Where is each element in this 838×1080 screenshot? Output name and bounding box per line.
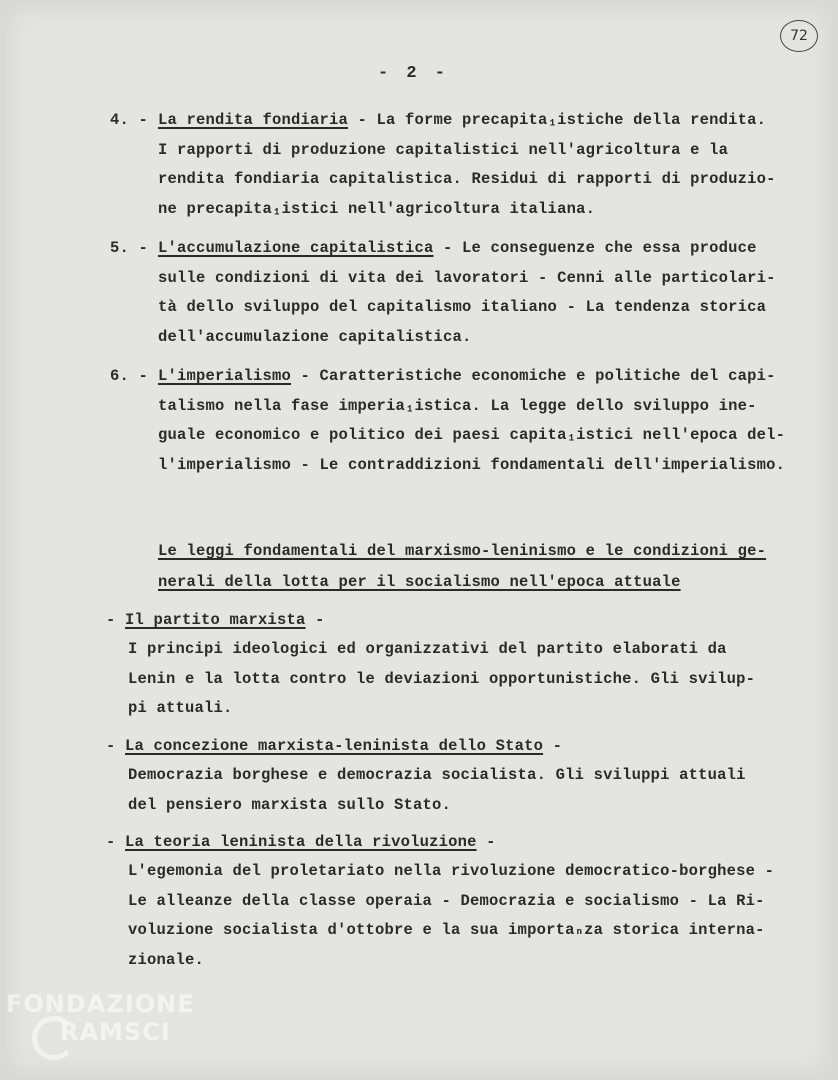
item-number: 6. -	[110, 367, 149, 385]
subitem-1-body	[128, 635, 755, 724]
subitem-2-body	[128, 761, 746, 820]
subitem-line: Democrazia borghese e democrazia socialista. Gli sviluppi attuali	[128, 766, 746, 784]
item-line: - Caratteristiche economiche e politiche del capi-	[291, 367, 776, 385]
item-title: L'accumulazione capitalistica	[158, 239, 434, 257]
subitem-line: zionale.	[128, 950, 205, 969]
subitem-line: Le alleanze della classe operaia - Democrazia e socialismo - La Ri-	[128, 891, 765, 910]
subitem-2	[106, 732, 562, 762]
item-4-text	[158, 106, 776, 224]
item-line: guale economico e politico dei paesi capita₁istici nell'epoca del-	[158, 426, 786, 444]
item-line: - Le conseguenze che essa produce	[433, 239, 757, 257]
subitem-line: pi attuali.	[128, 699, 233, 717]
item-line: l'imperialismo - Le contraddizioni fondamentali dell'imperialismo.	[158, 455, 786, 474]
subitem-line: voluzione socialista d'ottobre e la sua importaₙza storica interna-	[128, 921, 765, 939]
watermark-line2: RAMSCI	[60, 1018, 171, 1046]
item-line: - La forme precapita₁istiche della rendita.	[348, 111, 767, 129]
subitem-line: L'egemonia del proletariato nella rivoluzione democratico-borghese -	[128, 862, 775, 880]
subitem-dash: -	[106, 833, 116, 851]
subitem-line: I principi ideologici ed organizzativi del partito elaborati da	[128, 640, 727, 658]
subitem-line: del pensiero marxista sullo Stato.	[128, 795, 452, 814]
subitem-title: Il partito marxista	[125, 611, 306, 629]
subitem-1	[106, 606, 325, 636]
item-line: dell'accumulazione capitalistica.	[158, 327, 472, 346]
item-line: talismo nella fase imperia₁istica. La legge dello sviluppo ine-	[158, 396, 757, 415]
item-number: 4. -	[110, 111, 149, 129]
item-title: L'imperialismo	[158, 367, 292, 385]
subitem-3	[106, 828, 496, 858]
item-6-text	[158, 362, 785, 480]
item-line: ne precapita₁istici nell'agricoltura italiana.	[158, 199, 596, 218]
document-page	[6, 4, 832, 1076]
section-heading	[158, 536, 766, 598]
subitem-title-suffix: -	[305, 611, 325, 629]
subitem-dash: -	[106, 737, 116, 755]
watermark-line1: FONDAZIONE	[6, 990, 195, 1018]
subitem-title: La concezione marxista-leninista dello Stato	[125, 737, 544, 755]
item-title: La rendita fondiaria	[158, 111, 349, 129]
fondazione-gramsci-watermark	[2, 990, 212, 1070]
page-number: - 2 -	[378, 64, 450, 83]
heading-line: Le leggi fondamentali del marxismo-leninismo e le condizioni ge-	[158, 542, 767, 560]
item-line: rendita fondiaria capitalistica. Residui di rapporti di produzio-	[158, 170, 776, 188]
subitem-3-body	[128, 857, 774, 975]
item-line: sulle condizioni di vita dei lavoratori - Cenni alle particolari-	[158, 268, 776, 287]
subitem-title-suffix: -	[543, 737, 563, 755]
item-line: tà dello sviluppo del capitalismo italiano - La tendenza storica	[158, 298, 767, 316]
subitem-title: La teoria leninista della rivoluzione	[125, 833, 477, 851]
subitem-line: Lenin e la lotta contro le deviazioni opportunistiche. Gli svilup-	[128, 669, 756, 688]
archive-stamp: 72	[780, 20, 818, 52]
heading-line: nerali della lotta per il socialismo nell'epoca attuale	[158, 573, 681, 591]
item-number: 5. -	[110, 239, 149, 257]
item-line: I rapporti di produzione capitalistici nell'agricoltura e la	[158, 140, 729, 159]
subitem-title-suffix: -	[476, 833, 496, 851]
item-5-text	[158, 234, 776, 352]
subitem-dash: -	[106, 611, 116, 629]
